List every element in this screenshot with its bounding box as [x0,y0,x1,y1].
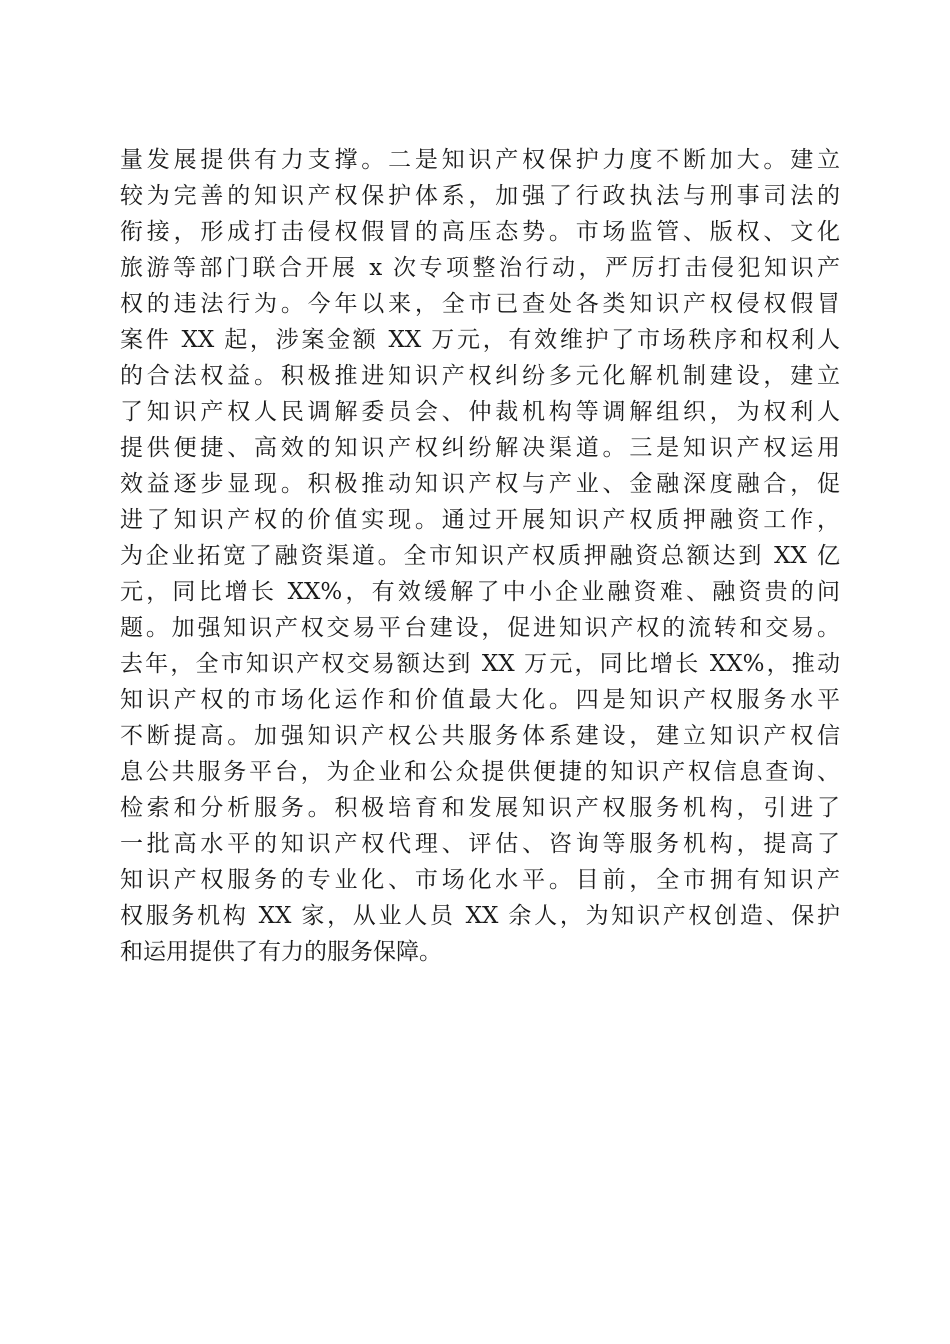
paragraph-line-13: 元，同比增长 XX%，有效缓解了中小企业融资难、融资贵的问 [120,579,840,605]
paragraph-line-1: 量发展提供有力支撑。二是知识产权保护力度不断加大。建立 [120,147,840,173]
paragraph-line-23: 和运用提供了有力的服务保障。 [120,939,442,965]
paragraph-line-17: 不断提高。加强知识产权公共服务体系建设，建立知识产权信 [120,723,840,749]
paragraph-line-12: 为企业拓宽了融资渠道。全市知识产权质押融资总额达到 XX 亿 [120,543,840,569]
paragraph-line-15: 去年，全市知识产权交易额达到 XX 万元，同比增长 XX%，推动 [120,651,840,677]
paragraph-line-21: 知识产权服务的专业化、市场化水平。目前，全市拥有知识产 [120,867,840,893]
paragraph-line-6: 案件 XX 起，涉案金额 XX 万元，有效维护了市场秩序和权利人 [120,327,840,353]
paragraph-line-2: 较为完善的知识产权保护体系，加强了行政执法与刑事司法的 [120,183,840,209]
paragraph-line-4: 旅游等部门联合开展 x 次专项整治行动，严厉打击侵犯知识产 [120,255,840,281]
paragraph-line-18: 息公共服务平台，为企业和公众提供便捷的知识产权信息查询、 [120,759,840,785]
paragraph-line-19: 检索和分析服务。积极培育和发展知识产权服务机构，引进了 [120,795,840,821]
paragraph-line-8: 了知识产权人民调解委员会、仲裁机构等调解组织，为权利人 [120,399,840,425]
paragraph-line-14: 题。加强知识产权交易平台建设，促进知识产权的流转和交易。 [120,615,840,641]
paragraph-line-22: 权服务机构 XX 家，从业人员 XX 余人，为知识产权创造、保护 [120,903,840,929]
paragraph-line-20: 一批高水平的知识产权代理、评估、咨询等服务机构，提高了 [120,831,840,857]
paragraph-line-10: 效益逐步显现。积极推动知识产权与产业、金融深度融合，促 [120,471,840,497]
body-paragraph [120,142,840,970]
paragraph-line-5: 权的违法行为。今年以来，全市已查处各类知识产权侵权假冒 [120,291,840,317]
paragraph-line-7: 的合法权益。积极推进知识产权纠纷多元化解机制建设，建立 [120,363,840,389]
paragraph-line-9: 提供便捷、高效的知识产权纠纷解决渠道。三是知识产权运用 [120,435,840,461]
paragraph-line-11: 进了知识产权的价值实现。通过开展知识产权质押融资工作， [120,507,840,533]
paragraph-line-16: 知识产权的市场化运作和价值最大化。四是知识产权服务水平 [120,687,840,713]
paragraph-line-3: 衔接，形成打击侵权假冒的高压态势。市场监管、版权、文化 [120,219,840,245]
